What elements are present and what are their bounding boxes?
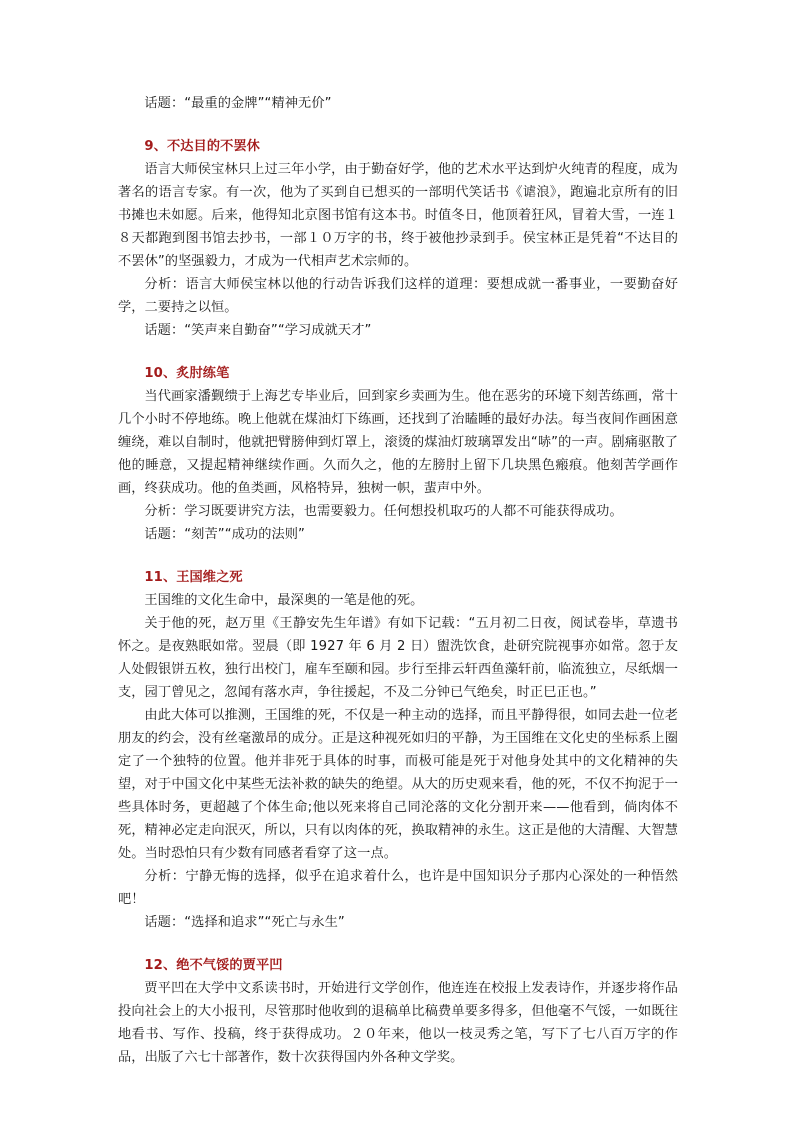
section-12-story: 贾平凹在大学中文系读书时，开始进行文学创作，他连连在校报上发表诗作，并逐步将作品投向社会上的大小报刊，尽管那时他收到的退稿单比稿费单要多得多，但他毫不气馁，一如既往地看书、写作、投稿，终于获得成功。２０年来，他以一枝灵秀之笔，写下了七八百万字的作品，出版了六七十部著作，数十次获得国内外各种文学奖。 [118, 981, 678, 1065]
section-11-topic: 话题：“选择和追求”“死亡与永生” [144, 915, 345, 930]
section-11-intro: 王国维的文化生命中，最深奥的一笔是他的死。 [144, 593, 424, 608]
section-9 [118, 135, 678, 342]
section-10 [118, 362, 678, 546]
section-12 [118, 954, 678, 1069]
section-11-record: 关于他的死，赵万里《王静安先生年谱》有如下记载：“五月初二日夜，阅试卷毕，草遗书怀之。是夜熟眠如常。翌晨（即 1927 年 6 月 2 日）盥洗饮食，赴研究院视事亦如常。忽于友人处假银饼五枚，独行出校门，雇车至颐和园。步行至排云轩西鱼藻轩前，临流独立，尽纸烟一支，园丁曾见之，忽闻有落水声，争往援起，不及二分钟已气绝矣，时正巳正也。” [118, 616, 678, 700]
section-12-heading: 12、绝不气馁的贾平凹 [144, 958, 283, 973]
section-10-story: 当代画家潘觐缋于上海艺专毕业后，回到家乡卖画为生。他在恶劣的环境下刻苦练画，常十几个小时不停地练。晚上他就在煤油灯下练画，还找到了治瞌睡的最好办法。每当夜间作画困意缠绕，难以自制时，他就把臂膀伸到灯罩上，滚烫的煤油灯玻璃罩发出“哧”的一声。剧痛驱散了他的睡意，又提起精神继续作画。久而久之，他的左膀肘上留下几块黑色瘢痕。他刻苦学画作画，终获成功。他的鱼类画，风格特异，独树一帜，蜚声中外。 [118, 389, 678, 496]
section-11-inference: 由此大体可以推测，王国维的死，不仅是一种主动的选择，而且平静得很，如同去赴一位老朋友的约会，没有丝毫激昂的成分。正是这种视死如归的平静，为王国维在文化史的坐标系上圈定了一个独特的位置。他并非死于具体的时事，而极可能是死于对他身处其中的文化精神的失望，对于中国文化中某些无法补救的缺失的绝望。从大的历史观来看，他的死，不仅不拘泥于一些具体时务，更超越了个体生命;他以死来将自己同沦落的文化分割开来——他看到，倘肉体不死，精神必定走向泯灭，所以，只有以肉体的死，换取精神的永生。这正是他的大清醒、大智慧处。当时恐怕只有少数有同感者看穿了这一点。 [118, 708, 678, 861]
section-10-heading: 10、炙肘练笔 [144, 366, 230, 381]
section-8-topic: 话题：“最重的金牌”“精神无价” [144, 96, 332, 111]
section-10-analysis: 分析：学习既要讲究方法，也需要毅力。任何想投机取巧的人都不可能获得成功。 [144, 504, 623, 519]
section-9-analysis: 分析：语言大师侯宝林以他的行动告诉我们这样的道理：要想成就一番事业，一要勤奋好学，二要持之以恒。 [118, 277, 678, 315]
section-10-topic: 话题：“刻苦”“成功的法则” [144, 527, 305, 542]
section-9-topic: 话题：“笑声来自勤奋”“学习成就天才” [144, 323, 372, 338]
section-9-story: 语言大师侯宝林只上过三年小学，由于勤奋好学，他的艺术水平达到炉火纯青的程度，成为著名的语言专家。有一次，他为了买到自已想买的一部明代笑话书《谑浪》，跑遍北京所有的旧书摊也未如愿。后来，他得知北京图书馆有这本书。时值冬日，他顶着狂风，冒着大雪，一连１８天都跑到图书馆去抄书，一部１０万字的书，终于被他抄录到手。侯宝林正是凭着“不达目的不罢休”的坚强毅力，才成为一代相声艺术宗师的。 [118, 162, 678, 269]
section-11 [118, 566, 678, 934]
document-body [118, 92, 678, 1069]
section-11-analysis: 分析：宁静无悔的选择，似乎在追求着什么，也许是中国知识分子那内心深处的一种悟然吧！ [118, 869, 678, 907]
section-11-heading: 11、王国维之死 [144, 570, 243, 585]
section-9-heading: 9、不达目的不罢休 [144, 139, 260, 154]
